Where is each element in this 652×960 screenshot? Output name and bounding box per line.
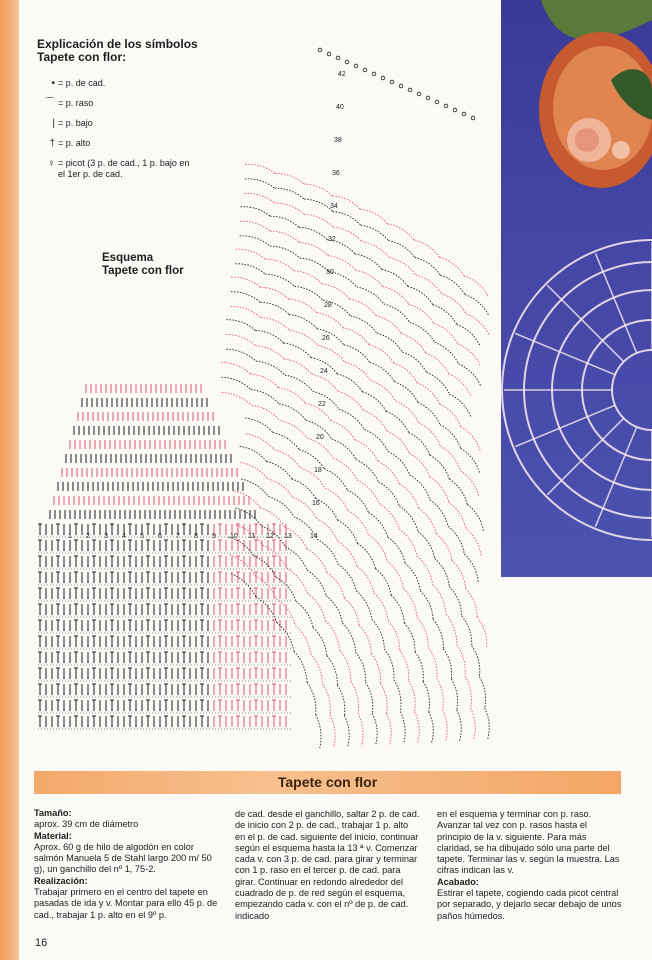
- picot-icon: ♀: [47, 158, 55, 169]
- slip-stitch-icon: ⌒: [45, 98, 55, 109]
- legend-subtitle: Tapete con flor:: [37, 50, 127, 64]
- grid-number: 11: [248, 533, 256, 540]
- crochet-chart: [20, 37, 500, 760]
- grid-number: 3: [104, 533, 108, 540]
- row-number: 24: [320, 368, 328, 375]
- grid-number: 5: [140, 533, 144, 540]
- row-number: 34: [330, 203, 338, 210]
- doily-photo: [501, 0, 652, 577]
- text-column-3: en el esquema y terminar con p. raso. Avanzar tal vez con p. rasos hasta el principio de la v. siguiente. Para más claridad, se ha dibujado sólo una parte del tapete. Terminar las v. según la muestra. Las cifras indican las v. Acabado: Estirar el tapete, cogiendo cada picot central por separado, y dejarlo secar debajo de unos paños húmedos.: [437, 809, 622, 921]
- legend-item-single: | = p. bajo: [37, 118, 237, 129]
- row-number: 28: [324, 302, 332, 309]
- row-number: 30: [326, 269, 334, 276]
- legend-item-double: † = p. alto: [37, 138, 237, 149]
- row-number: 14: [310, 533, 318, 540]
- grid-block: [38, 524, 292, 729]
- chain-stitch-icon: •: [51, 78, 55, 89]
- legend-item-picot: ♀ = picot (3 p. de cad., 1 p. bajo en el 1er p. de cad.: [37, 158, 237, 180]
- section-header: [34, 771, 621, 794]
- grid-number: 8: [194, 533, 198, 540]
- section-title: Tapete con flor: [277, 774, 378, 790]
- single-crochet-icon: |: [52, 118, 55, 129]
- grid-number: 12: [266, 533, 274, 540]
- legend-title: Explicación de los símbolos: [37, 37, 198, 51]
- double-crochet-icon: †: [49, 138, 55, 149]
- text-column-2: de cad. desde el ganchillo, saltar 2 p. de cad. de inicio con 2 p. de cad., trabajar 1 p. alto en el p. de cad. siguiente del inicio, continuar según el esquema hasta la 13 ª v. Comenzar cada v. con 3 p. de cad. para girar y terminar con 1 p. raso en el tercer p. de cad. para girar. Continuar en redondo alrededor del cuadrado de p. de red según el esquema, empezando cada v. con el nº de p. de cad. indicado: [235, 809, 420, 921]
- row-number: 22: [318, 401, 326, 408]
- page-number: 16: [35, 937, 48, 949]
- grid-number: 6: [158, 533, 162, 540]
- text-column-1: Tamaño: aprox. 39 cm de diámetro Material: Aprox. 60 g de hilo de algodón en color salmón Manuela 5 de Stahl largo 200 m/ 50 g), un ganchillo del nº 1, 75-2. Realización: Trabajar primero en el centro del tapete en pasadas de ida y v. Montar para ello 45 p. de cad., trabajar 1 p. alto en el 9º p.: [34, 808, 218, 920]
- grid-number: 9: [212, 533, 216, 540]
- grid-number: 7: [176, 533, 180, 540]
- legend-item-slip: ⌒ = p. raso: [37, 98, 237, 109]
- grid-number: 10: [230, 533, 238, 540]
- grid-number: 13: [284, 533, 292, 540]
- row-number: 42: [338, 71, 346, 78]
- grid-number: 4: [122, 533, 126, 540]
- row-number: 18: [314, 467, 322, 474]
- row-number: 38: [334, 137, 342, 144]
- row-number: 32: [328, 236, 336, 243]
- row-number: 16: [312, 500, 320, 507]
- grid-number: 2: [86, 533, 90, 540]
- row-number: 36: [332, 170, 340, 177]
- legend-item-chain: • = p. de cad.: [37, 78, 237, 89]
- grid-number: 1: [68, 533, 72, 540]
- row-number: 26: [322, 335, 330, 342]
- stair-rows: [50, 384, 255, 519]
- page-edge-stripe: [0, 0, 19, 960]
- row-number: 20: [316, 434, 324, 441]
- row-number: 40: [336, 104, 344, 111]
- schema-label: Esquema Tapete con flor: [102, 252, 184, 277]
